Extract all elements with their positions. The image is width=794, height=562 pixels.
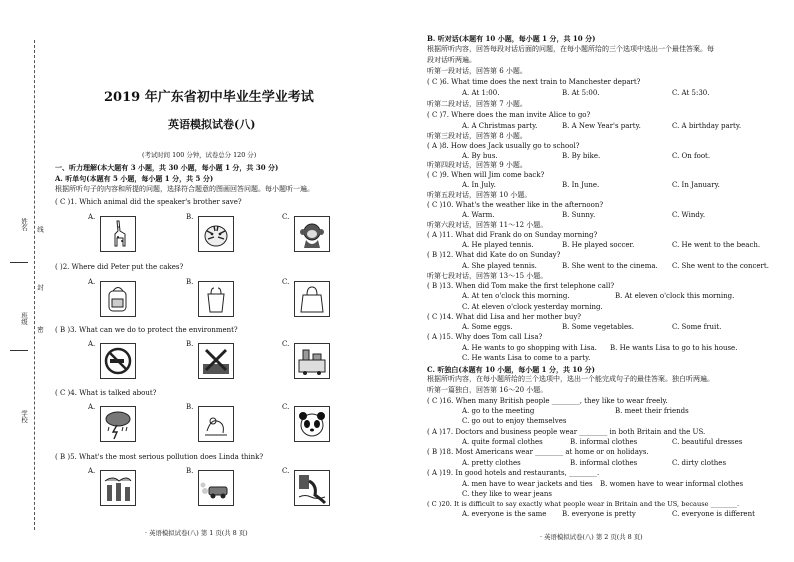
q2-option-b-letter: B. <box>186 278 194 286</box>
page-title: 2019 年广东省初中毕业生学业考试 <box>104 90 314 105</box>
q19-option-c: C. they like to wear jeans <box>462 490 553 498</box>
section-b-instructions-1: 根据所听内容，回答每段对话后面的问题，在每小题所给的三个选项中选出一个最佳答案。每 <box>427 45 714 53</box>
q6-option-b: B. At 5:00. <box>562 89 600 97</box>
q19-option-a: A. men have to wear jackets and ties <box>462 480 593 488</box>
q5-option-c-letter: C. <box>282 467 290 475</box>
q8-option-b: B. By bike. <box>562 152 601 160</box>
q11-option-b: B. He played soccer. <box>562 241 635 249</box>
q18-option-b: B. informal clothes <box>570 459 638 467</box>
q4-option-c-letter: C. <box>282 403 290 411</box>
q1-option-a-letter: A. <box>88 213 96 221</box>
q19-option-b: B. women have to wear informal clothes <box>600 480 744 488</box>
water-pollution-icon <box>295 471 329 505</box>
q2-option-a-letter: A. <box>88 278 96 286</box>
q3-option-c-image <box>294 343 330 379</box>
q12-option-c: C. She went to the concert. <box>672 262 769 270</box>
section-b-instructions-2: 段对话听两遍。 <box>427 56 476 64</box>
binding-line <box>34 40 35 530</box>
question-4-text: 4. What is talked about? <box>70 389 157 397</box>
q4-option-b-letter: B. <box>186 403 194 411</box>
question-11: ( A )11. What did Frank do on Sunday morning? <box>427 231 598 239</box>
q2-option-c-letter: C. <box>282 278 290 286</box>
q6-option-a: A. At 1:00. <box>462 89 500 97</box>
question-16: ( C )16. When many British people ________, they like to wear freely. <box>427 397 668 405</box>
question-4: ( C )4. What is talked about? <box>55 389 157 397</box>
binding-label-name: 姓名 <box>20 218 28 231</box>
backpack-icon <box>101 282 135 316</box>
q8-option-c: C. On foot. <box>672 152 711 160</box>
q20-option-c: C. everyone is different <box>672 510 755 518</box>
q3-option-a-letter: A. <box>88 340 96 348</box>
q2-option-a-image <box>100 281 136 317</box>
q4-option-a-image <box>100 406 136 442</box>
q3-option-c-letter: C. <box>282 340 290 348</box>
q8-option-a: A. By bus. <box>462 152 498 160</box>
q2-option-b-image <box>198 281 234 317</box>
q7-option-c: C. A birthday party. <box>672 122 742 130</box>
q13-option-c: C. At eleven o'clock yesterday morning. <box>462 303 603 311</box>
q3-option-b-image <box>198 343 234 379</box>
q1-option-c-letter: C. <box>282 213 290 221</box>
q13-option-b: B. At eleven o'clock this morning. <box>615 292 735 300</box>
q18-option-c: C. dirty clothes <box>672 459 727 467</box>
q10-option-b: B. Sunny. <box>562 211 596 219</box>
section-a-instructions: 根据所听句子的内容和所提的问题，选择符合题意的图画回答问题。每小题听一遍。 <box>55 185 314 193</box>
binding-label-class: 班级 <box>20 312 28 325</box>
q9-option-c: C. In January. <box>672 181 720 189</box>
plastic-bag-icon <box>199 282 233 316</box>
question-12: ( B )12. What did Kate do on Sunday? <box>427 251 561 259</box>
answer-4: C <box>59 389 66 397</box>
q2-option-c-image <box>294 281 330 317</box>
dialogue-1-intro: 听第一段对话，回答第 6 小题。 <box>427 67 527 75</box>
car-exhaust-icon <box>199 471 233 505</box>
section-c-instructions: 根据所听内容，在每小题所给的三个选项中，选出一个能完成句子的最佳答案。独白听两遍。 <box>427 375 714 383</box>
shopping-bag-icon <box>295 282 329 316</box>
factory-smoke-icon <box>101 471 135 505</box>
q7-option-b: B. A New Year's party. <box>562 122 641 130</box>
q4-option-b-image <box>198 406 234 442</box>
section-listening: 一、听力理解(本大题有 3 小题，共 30 小题，每小题 1 分，共 30 分) <box>55 163 279 172</box>
factory-machine-icon <box>295 344 329 378</box>
question-10: ( C )10. What's the weather like in the afternoon? <box>427 201 604 209</box>
tiger-icon <box>199 217 233 251</box>
question-13: ( B )13. When did Tom make the first telephone call? <box>427 282 615 290</box>
binding-label-seal: 封 <box>36 284 44 291</box>
question-2-text: 2. Where did Peter put the cakes? <box>62 263 184 271</box>
dialogue-6-intro: 听第六段对话，回答第 11～12 小题。 <box>427 221 548 229</box>
q14-option-a: A. Some eggs. <box>462 323 513 331</box>
q5-option-c-image <box>294 470 330 506</box>
q17-option-a: A. quite formal clothes <box>462 438 543 446</box>
q6-option-c: C. At 5:30. <box>672 89 710 97</box>
question-14: ( C )14. What did Lisa and her mother buy? <box>427 313 582 321</box>
no-smoking-icon <box>101 344 135 378</box>
q12-option-b: B. She went to the cinema. <box>562 262 658 270</box>
answer-1: C <box>59 198 66 206</box>
q1-option-b-image <box>198 216 234 252</box>
no-logging-icon <box>199 344 233 378</box>
answer-5: B <box>59 453 66 461</box>
q5-option-a-letter: A. <box>88 467 96 475</box>
binding-label-secret: 密 <box>36 326 44 333</box>
q9-option-a: A. In July. <box>462 181 496 189</box>
question-3-text: 3. What can we do to protect the environment? <box>70 326 238 334</box>
q15-option-c: C. He wants Lisa to come to a party. <box>462 354 591 362</box>
q3-option-b-letter: B. <box>186 340 194 348</box>
q15-option-b: B. He wants Lisa to go to his house. <box>610 344 738 352</box>
section-c-heading: C. 听独白(本题有 10 小题，每小题 1 分，共 10 分) <box>427 365 595 374</box>
q17-option-b: B. informal clothes <box>570 438 638 446</box>
q1-option-a-image <box>100 216 136 252</box>
binding-underline-1 <box>10 262 28 263</box>
q14-option-b: B. Some vegetables. <box>562 323 634 331</box>
thunderstorm-icon <box>101 407 135 441</box>
question-9: ( C )9. When will Jim come back? <box>427 171 545 179</box>
q15-option-a: A. He wants to go shopping with Lisa. <box>462 344 597 352</box>
left-footer: · 英语模拟试卷(八) 第 1 页(共 8 页) <box>145 529 248 537</box>
question-1-text: 1. Which animal did the speaker's brother save? <box>70 198 242 206</box>
right-footer: · 英语模拟试卷(八) 第 2 页(共 8 页) <box>540 533 643 541</box>
page-subtitle: 英语模拟试卷(八) <box>168 118 256 131</box>
question-15: ( A )15. Why does Tom call Lisa? <box>427 333 543 341</box>
q11-option-a: A. He played tennis. <box>462 241 534 249</box>
q20-option-b: B. everyone is pretty <box>562 510 636 518</box>
dialogue-2-intro: 听第二段对话，回答第 7 小题。 <box>427 100 527 108</box>
q10-option-a: A. Warm. <box>462 211 495 219</box>
dialogue-5-intro: 听第五段对话，回答第 10 小题。 <box>427 191 532 199</box>
q7-option-a: A. A Christmas party. <box>462 122 538 130</box>
q5-option-a-image <box>100 470 136 506</box>
q3-option-a-image <box>100 343 136 379</box>
q12-option-a: A. She played tennis. <box>462 262 537 270</box>
q9-option-b: B. In June. <box>562 181 600 189</box>
q5-option-b-image <box>198 470 234 506</box>
question-17: ( A )17. Doctors and business people wear ________ in both Britain and the US. <box>427 428 706 436</box>
q20-option-a: A. everyone is the same <box>462 510 547 518</box>
monologue-1-intro: 听第一篇独白，回答第 16～20 小题。 <box>427 386 548 394</box>
q4-option-a-letter: A. <box>88 403 96 411</box>
answer-3: B <box>59 326 66 334</box>
question-19: ( A )19. In good hotels and restaurants, ________. <box>427 469 600 477</box>
question-7: ( C )7. Where does the man invite Alice to go? <box>427 111 591 119</box>
question-1: ( C )1. Which animal did the speaker's brother save? <box>55 198 242 206</box>
binding-underline-2 <box>10 350 28 351</box>
dialogue-4-intro: 听第四段对话，回答第 9 小题。 <box>427 161 527 169</box>
question-3: ( B )3. What can we do to protect the environment? <box>55 326 238 334</box>
q1-option-c-image <box>294 216 330 252</box>
question-18: ( B )18. Most Americans wear ________ at home or on holidays. <box>427 448 649 456</box>
section-a-heading: A. 听单句(本题有 5 小题，每小题 1 分，共 5 分) <box>55 174 214 183</box>
q5-option-b-letter: B. <box>186 467 194 475</box>
question-5-text: 5. What's the most serious pollution does Linda think? <box>70 453 264 461</box>
pencil-sketch-icon <box>199 407 233 441</box>
question-5: ( B )5. What's the most serious pollution does Linda think? <box>55 453 264 461</box>
binding-label-school: 学校 <box>20 410 28 423</box>
q18-option-a: A. pretty clothes <box>462 459 521 467</box>
q1-option-b-letter: B. <box>186 213 194 221</box>
q16-option-b: B. meet their friends <box>615 407 689 415</box>
binding-label-line: 线 <box>36 226 44 233</box>
question-8: ( A )8. How does Jack usually go to school? <box>427 142 580 150</box>
panda-icon <box>295 407 329 441</box>
q4-option-c-image <box>294 406 330 442</box>
q16-option-c: C. go out to enjoy themselves <box>462 417 567 425</box>
q14-option-c: C. Some fruit. <box>672 323 722 331</box>
question-6: ( C )6. What time does the next train to Manchester depart? <box>427 78 641 86</box>
q17-option-c: C. beautiful dresses <box>672 438 743 446</box>
section-b-heading: B. 听对话(本题有 10 小题，每小题 1 分，共 10 分) <box>427 34 596 43</box>
monkey-icon <box>295 217 329 251</box>
q16-option-a: A. go to the meeting <box>462 407 535 415</box>
q11-option-c: C. He went to the beach. <box>672 241 761 249</box>
question-2: ( )2. Where did Peter put the cakes? <box>55 263 184 271</box>
exam-info: (考试时间 100 分钟，试卷总分 120 分) <box>142 151 257 159</box>
giraffe-icon <box>101 217 135 251</box>
q13-option-a: A. At ten o'clock this morning. <box>462 292 570 300</box>
q10-option-c: C. Windy. <box>672 211 706 219</box>
question-20: ( C )20. It is difficult to say exactly what people wear in Britain and the US, because ________. <box>427 500 740 508</box>
dialogue-3-intro: 听第三段对话，回答第 8 小题。 <box>427 132 527 140</box>
dialogue-7-intro: 听第七段对话，回答第 13～15 小题。 <box>427 272 548 280</box>
